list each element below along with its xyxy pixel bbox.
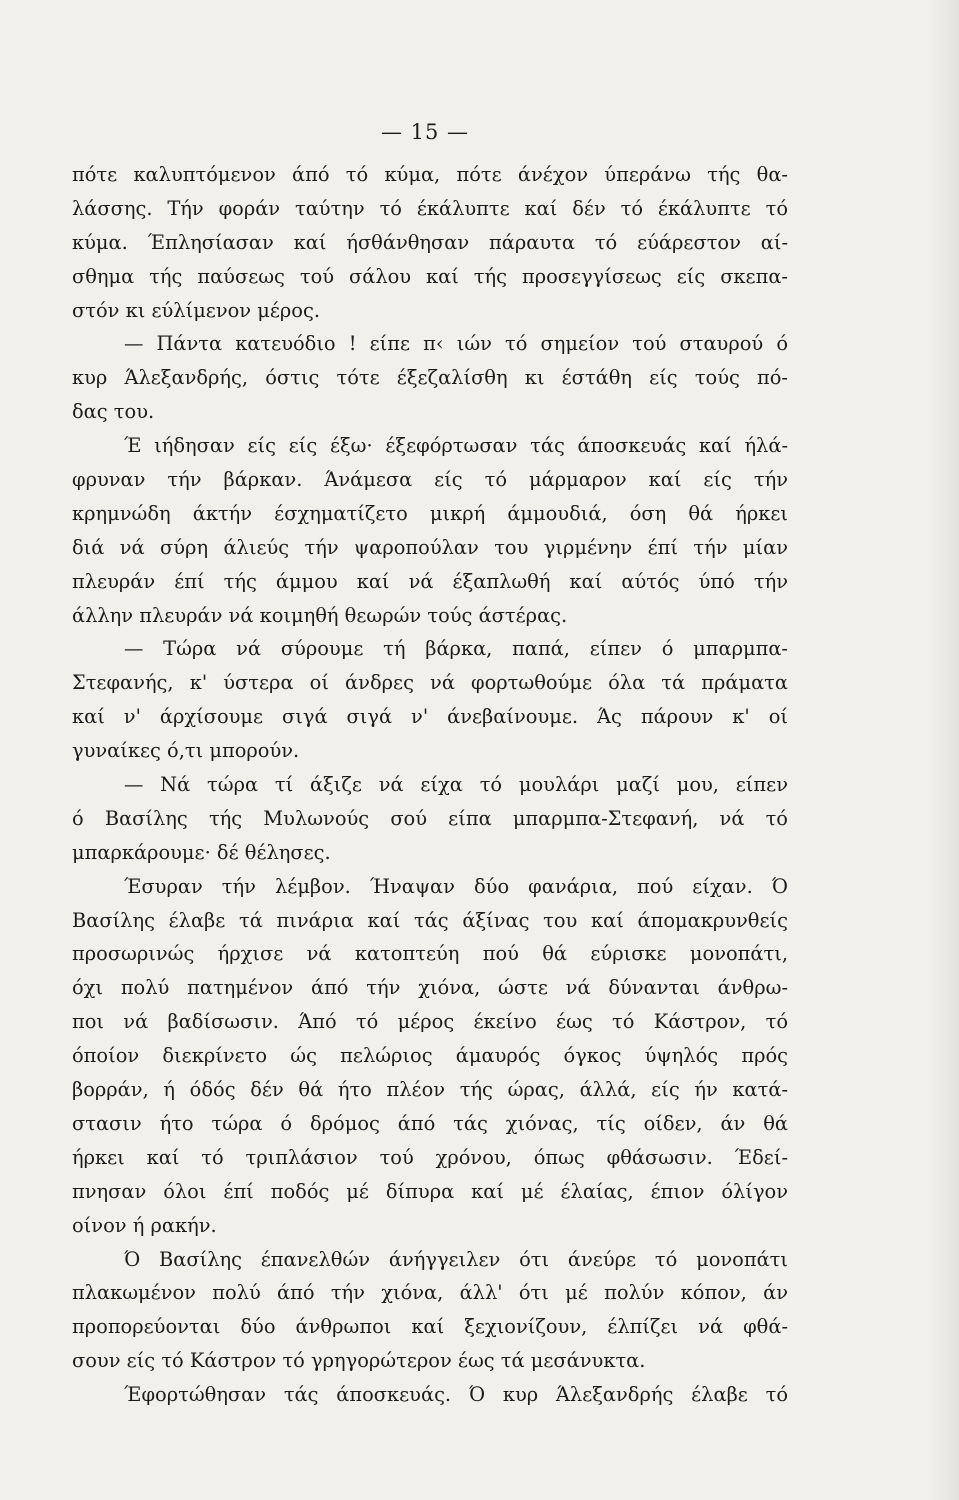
text-line: οίνον ή ρακήν. bbox=[72, 1213, 217, 1237]
text-line: διά νά σύρη άλιεύς τήν ψαροπούλαν του γιρμένην έπί τήν μίαν bbox=[72, 535, 788, 559]
text-line: κρημνώδη άκτήν έσχηματίζετο μικρή άμμουδιά, όση θά ήρκει bbox=[72, 501, 788, 525]
text-line: Έ ιήδησαν είς είς έξω· έξεφόρτωσαν τάς άποσκευάς καί ήλά- bbox=[124, 434, 788, 458]
text-line: στασιν ήτο τώρα ό δρόμος άπό τάς χιόνας, τίς οίδεν, άν θά bbox=[72, 1111, 788, 1135]
text-line: — Πάντα κατευόδιο ! είπε π‹ ιών τό σημείον τού σταυρού ό bbox=[124, 332, 788, 356]
text-line: κύμα. Έπλησίασαν καί ήσθάνθησαν πάραυτα τό εύάρεστον αί- bbox=[72, 230, 788, 254]
text-line: Έφορτώθησαν τάς άποσκευάς. Ό κυρ Άλεξανδρής έλαβε τό bbox=[124, 1383, 788, 1407]
page-number: — 15 — bbox=[380, 120, 470, 144]
text-line: πλακωμένον πολύ άπό τήν χιόνα, άλλ' ότι μέ πολύν κόπον, άν bbox=[72, 1281, 788, 1305]
text-line: όχι πολύ πατημένον άπό τήν χιόνα, ώστε νά δύνανται άνθρω- bbox=[72, 976, 788, 1000]
text-line: πλευράν έπί τής άμμου καί νά έξαπλωθή καί αύτός ύπό τήν bbox=[72, 569, 788, 593]
text-line: Ό Βασίλης έπανελθών άνήγγειλεν ότι άνεύρε τό μονοπάτι bbox=[124, 1247, 788, 1271]
text-line: γυναίκες ό,τι μπορούν. bbox=[72, 739, 300, 763]
text-line: Έσυραν τήν λέμβον. Ήναψαν δύο φανάρια, πού είχαν. Ό bbox=[124, 874, 788, 898]
text-line: κυρ Άλεξανδρής, όστις τότε έξεζαλίσθη κι έστάθη είς τούς πό- bbox=[72, 366, 788, 390]
body-text bbox=[72, 158, 788, 1412]
text-line: καί ν' άρχίσουμε σιγά σιγά ν' άνεβαίνουμε. Άς πάρουν κ' οί bbox=[72, 705, 788, 729]
text-line: βορράν, ή όδός δέν θά ήτο πλέον τής ώρας, άλλά, είς ήν κατά- bbox=[72, 1078, 788, 1102]
text-line: Βασίλης έλαβε τά πινάρια καί τάς άξίνας του καί άπομακρυνθείς bbox=[72, 908, 788, 932]
text-line: σουν είς τό Κάστρον τό γρηγορώτερον έως τά μεσάνυκτα. bbox=[72, 1349, 646, 1373]
text-line: πότε καλυπτόμενον άπό τό κύμα, πότε άνέχον ύπεράνω τής θα- bbox=[72, 163, 788, 186]
text-line: ήρκει καί τό τριπλάσιον τού χρόνου, όπως φθάσωσιν. Έδεί- bbox=[72, 1145, 788, 1169]
text-line: όποίον διεκρίνετο ώς πελώριος άμαυρός όγκος ύψηλός πρός bbox=[72, 1044, 788, 1068]
text-line: — Τώρα νά σύρουμε τή βάρκα, παπά, είπεν ό μπαρμπα- bbox=[124, 637, 788, 661]
text-line: ό Βασίλης τής Μυλωνούς σού είπα μπαρμπα-Στεφανή, νά τό bbox=[72, 806, 788, 830]
text-line: προσωρινώς ήρχισε νά κατοπτεύη πού θά εύρισκε μονοπάτι, bbox=[72, 942, 788, 966]
text-line: προπορεύονται δύο άνθρωποι καί ξεχιονίζουν, έλπίζει νά φθά- bbox=[72, 1315, 788, 1339]
text-line: Στεφανής, κ' ύστερα οί άνδρες νά φορτωθούμε όλα τά πράματα bbox=[72, 671, 788, 695]
text-line: φρυναν τήν βάρκαν. Άνάμεσα είς τό μάρμαρον καί είς τήν bbox=[72, 468, 788, 492]
text-line: λάσσης. Τήν φοράν ταύτην τό έκάλυπτε καί δέν τό έκάλυπτε τό bbox=[72, 196, 788, 220]
text-line: ποι νά βαδίσωσιν. Άπό τό μέρος έκείνο έως τό Κάστρον, τό bbox=[72, 1010, 788, 1034]
text-line: στόν κι εύλίμενον μέρος. bbox=[72, 298, 321, 322]
text-line: πνησαν όλοι έπί ποδός μέ δίπυρα καί μέ έλαίας, έπιον όλίγον bbox=[72, 1179, 788, 1203]
text-line: σθημα τής παύσεως τού σάλου καί τής προσεγγίσεως είς σκεπα- bbox=[72, 264, 788, 288]
text-line: άλλην πλευράν νά κοιμηθή θεωρών τούς άστέρας. bbox=[72, 603, 568, 627]
text-line: μπαρκάρουμε· δέ θέλησες. bbox=[72, 840, 331, 864]
text-line: δας του. bbox=[72, 400, 155, 424]
text-line: — Νά τώρα τί άξιζε νά είχα τό μουλάρι μαζί μου, είπεν bbox=[124, 773, 788, 797]
